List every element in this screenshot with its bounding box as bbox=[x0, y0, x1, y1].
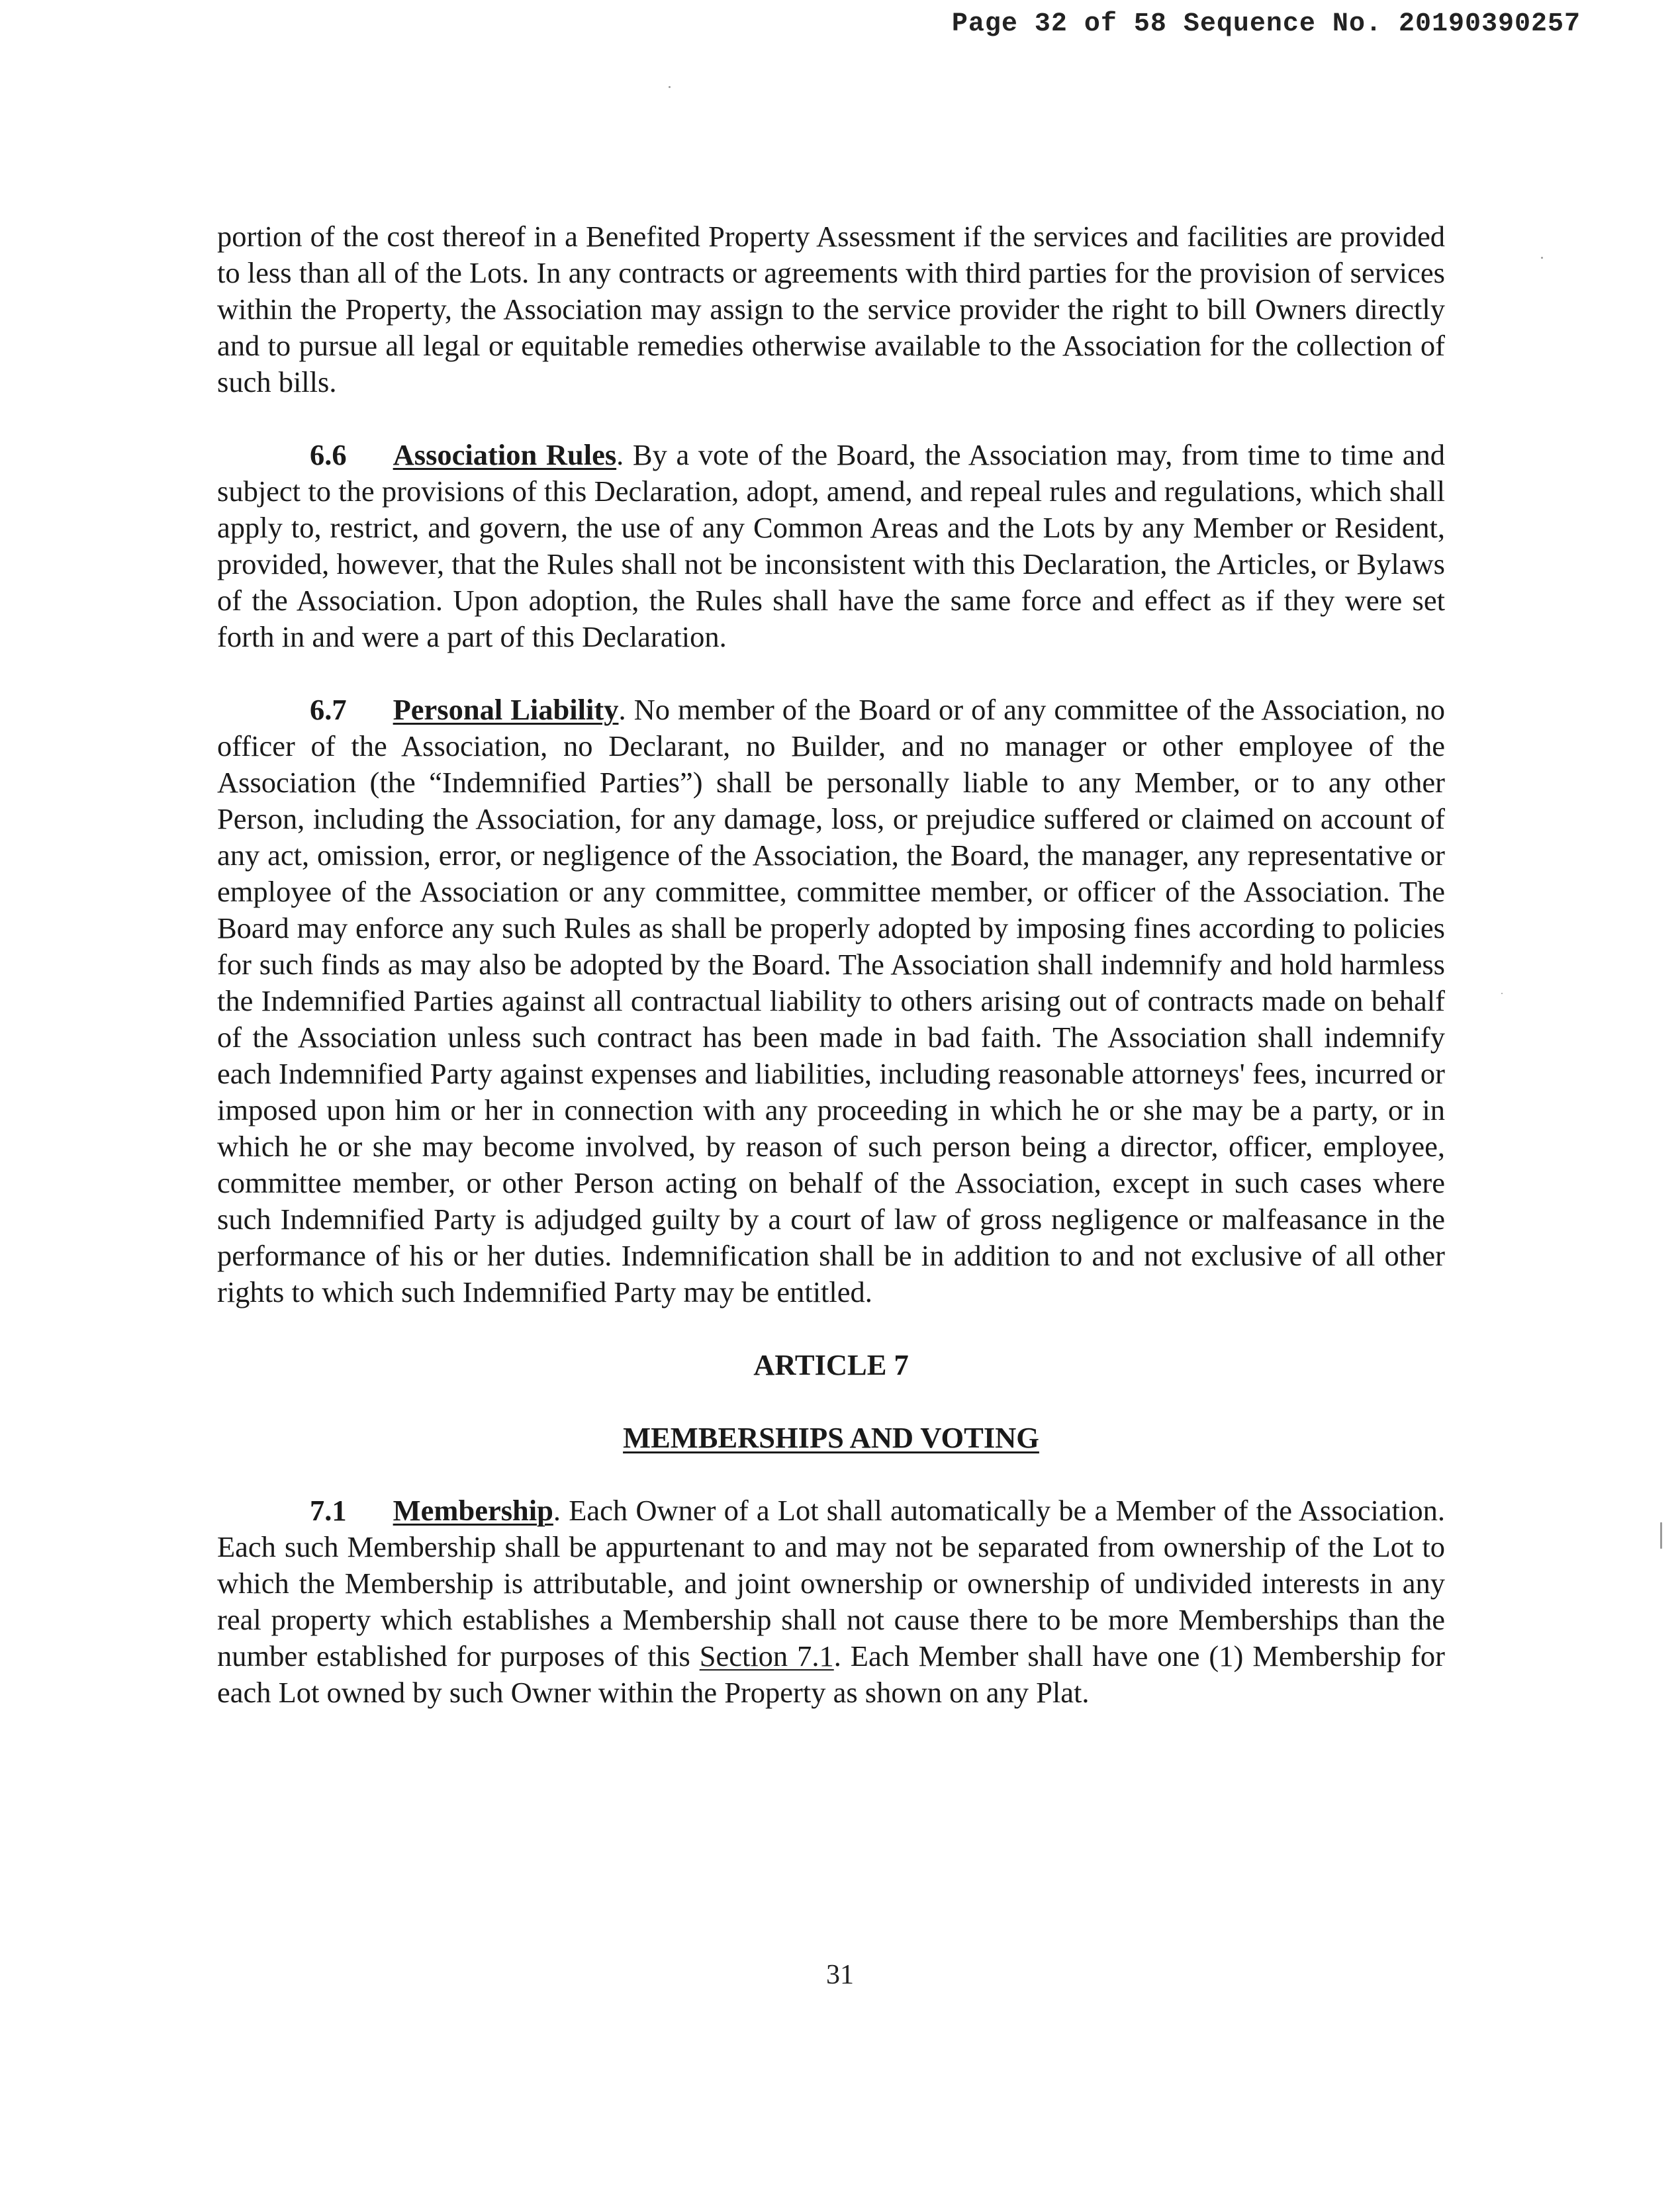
section-6-7-title: Personal Liability bbox=[393, 693, 619, 726]
scan-speck bbox=[1501, 993, 1503, 994]
scan-speck bbox=[669, 86, 671, 88]
section-7-1-cross-reference: Section 7.1 bbox=[699, 1639, 834, 1673]
scan-speck bbox=[1541, 257, 1543, 259]
section-6-6-title: Association Rules bbox=[393, 438, 617, 471]
section-7-1-text-after-ref: . Each Member shall have one (1) Membership for each Lot owned by such Owner within the Property as shown on any Plat. bbox=[217, 1639, 1446, 1709]
section-6-6-number: 6.6 bbox=[310, 438, 347, 471]
document-body bbox=[217, 218, 1445, 1711]
paragraph-gap bbox=[217, 655, 1445, 692]
scan-speck bbox=[1660, 1522, 1662, 1549]
heading-gap bbox=[217, 1456, 1445, 1492]
section-7-1-number: 7.1 bbox=[310, 1494, 347, 1527]
section-6-7-number: 6.7 bbox=[310, 693, 347, 726]
section-6-6-title-punct: . bbox=[616, 438, 624, 471]
section-6-7-paragraph bbox=[217, 692, 1445, 1310]
section-6-7-text: No member of the Board or of any committee of the Association, no officer of the Association, no Declarant, no Builder, and no manager or other employee of the Association (the “Indemnified Parties”) shall be personally liable to any Member, or to any other Person, including the Association, for any damage, loss, or prejudice suffered or claimed on account of any act, omission, error, or negligence of the Association, the Board, the manager, any representative or employee of the Association or any committee, committee member, or officer of the Association. The Board may enforce any such Rules as shall be properly adopted by imposing fines according to policies for such finds as may also be adopted by the Board. The Association shall indemnify and hold harmless the Indemnified Parties against all contractual liability to others arising out of contracts made on behalf of the Association unless such contract has been made in bad faith. The Association shall indemnify each Indemnified Party against expenses and liabilities, including reasonable attorneys' fees, incurred or imposed upon him or her in connection with any proceeding in which he or she may be a party, or in which he or she may become involved, by reason of such person being a director, officer, employee, committee member, or other Person acting on behalf of the Association, except in such cases where such Indemnified Party is adjudged guilty by a court of law of gross negligence or malfeasance in the performance of his or her duties. Indemnification shall be in addition to and not exclusive of all other rights to which such Indemnified Party may be entitled. bbox=[217, 693, 1445, 1308]
section-6-7-title-punct: . bbox=[618, 693, 626, 726]
section-6-6-paragraph bbox=[217, 437, 1445, 655]
article-subheading-text: MEMBERSHIPS AND VOTING bbox=[623, 1421, 1039, 1454]
article-heading: ARTICLE 7 bbox=[753, 1348, 909, 1381]
section-7-1-title-punct: . bbox=[553, 1494, 561, 1527]
continuation-paragraph: portion of the cost thereof in a Benefited Property Assessment if the services and facilities are provided to less than all of the Lots. In any contracts or agreements with third parties for the provision of services within the Property, the Association may assign to the service provider the right to bill Owners directly and to pursue all legal or equitable remedies otherwise available to the Association for the collection of such bills. bbox=[217, 220, 1445, 398]
section-6-6-text: By a vote of the Board, the Association may, from time to time and subject to the provisions of this Declaration, adopt, amend, and repeal rules and regulations, which shall apply to, restrict, and govern, the use of any Common Areas and the Lots by any Member or Resident, provided, however, that the Rules shall not be inconsistent with this Declaration, the Articles, or Bylaws of the Association. Upon adoption, the Rules shall have the same force and effect as if they were set forth in and were a part of this Declaration. bbox=[217, 438, 1446, 653]
section-7-1-paragraph bbox=[217, 1492, 1445, 1711]
paragraph-gap bbox=[217, 400, 1445, 437]
page-number: 31 bbox=[826, 1960, 854, 1990]
paragraph-gap bbox=[217, 1310, 1445, 1347]
section-7-1-title: Membership bbox=[393, 1494, 553, 1527]
article-subheading bbox=[217, 1420, 1445, 1456]
page-sequence-stamp: Page 32 of 58 Sequence No. 20190390257 bbox=[951, 9, 1581, 39]
heading-gap bbox=[217, 1383, 1445, 1420]
section-7-1-text-before-ref: Each Owner of a Lot shall automatically be a Member of the Association. Each such Membership shall be appurtenant to and may not be separated from ownership of the Lot to which the Membership is attributable, and joint ownership or ownership of undivided interests in any real property which establishes a Membership shall not cause there to be more Memberships than the number established for purposes of this bbox=[217, 1494, 1445, 1673]
